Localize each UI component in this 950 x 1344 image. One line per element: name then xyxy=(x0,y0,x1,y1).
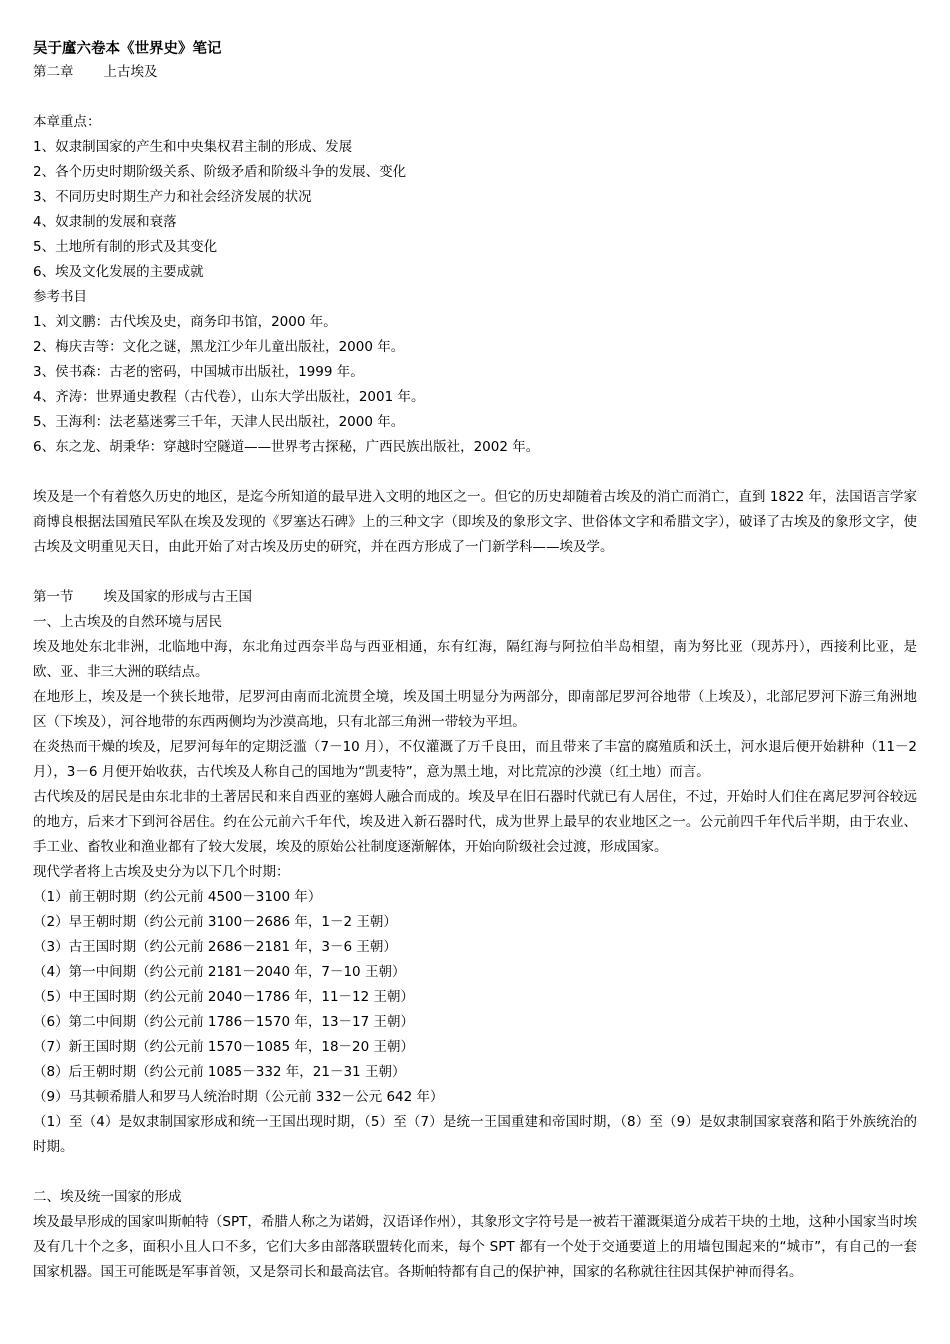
reference-item: 6、东之龙、胡秉华：穿越时空隧道——世界考古探秘，广西民族出版社，2002 年。 xyxy=(33,439,540,455)
reference-item: 2、梅庆吉等：文化之谜，黑龙江少年儿童出版社，2000 年。 xyxy=(33,339,405,355)
focus-item: 3、不同历史时期生产力和社会经济发展的状况 xyxy=(33,189,312,205)
period-item: （1）前王朝时期（约公元前 4500－3100 年） xyxy=(33,889,322,905)
body-paragraph: 埃及地处东北非洲，北临地中海，东北角过西奈半岛与西亚相通，东有红海，隔红海与阿拉伯半岛相望，南为努比亚（现苏丹），西接利比亚，是欧、亚、非三大洲的联结点。 xyxy=(33,639,917,680)
period-item: （7）新王国时期（约公元前 1570－1085 年，18－20 王朝） xyxy=(33,1039,415,1055)
document-title: 吴于廑六卷本《世界史》笔记 xyxy=(33,41,222,57)
focus-item: 5、土地所有制的形式及其变化 xyxy=(33,239,218,255)
chapter-number: 第二章 xyxy=(33,64,74,80)
chapter-name: 上古埃及 xyxy=(103,64,158,80)
section-number: 第一节 xyxy=(33,589,74,605)
reference-item: 5、王海利：法老墓迷雾三千年，天津人民出版社，2000 年。 xyxy=(33,414,405,430)
section-name: 埃及国家的形成与古王国 xyxy=(103,589,252,605)
period-item: （9）马其顿希腊人和罗马人统治时期（公元前 332－公元 642 年） xyxy=(33,1089,444,1105)
period-item: （6）第二中间期（约公元前 1786－1570 年，13－17 王朝） xyxy=(33,1014,415,1030)
subsection-heading: 二、埃及统一国家的形成 xyxy=(33,1189,182,1205)
period-item: （5）中王国时期（约公元前 2040－1786 年，11－12 王朝） xyxy=(33,989,415,1005)
body-paragraph: 埃及最早形成的国家叫斯帕特（SPT，希腊人称之为诺姆，汉语译作州），其象形文字符号是一被若干灌溉渠道分成若干块的土地，这种小国家当时埃及有几十个之多，面积小且人口不多，它们大多由部落联盟转化而来，每个 SPT 都有一个处于交通要道上的用墙包围起来的“城市”，有自己的一套国家机器。国王可能既是军事首领，又是祭司长和最高法官。各斯帕特都有自己的保护神，国家的名称就往往因其保护神而得名。 xyxy=(33,1214,917,1280)
focus-heading: 本章重点： xyxy=(33,114,101,130)
period-item: （8）后王朝时期（约公元前 1085－332 年，21－31 王朝） xyxy=(33,1064,406,1080)
reference-item: 1、刘文鹏：古代埃及史，商务印书馆，2000 年。 xyxy=(33,314,337,330)
reference-item: 4、齐涛：世界通史教程（古代卷），山东大学出版社，2001 年。 xyxy=(33,389,425,405)
body-paragraph: 在地形上，埃及是一个狭长地带，尼罗河由南而北流贯全境，埃及国土明显分为两部分，即南部尼罗河谷地带（上埃及），北部尼罗河下游三角洲地区（下埃及），河谷地带的东西两侧均为沙漠高地，只有北部三角洲一带较为平坦。 xyxy=(33,689,917,730)
period-item: （2）早王朝时期（约公元前 3100－2686 年，1－2 王朝） xyxy=(33,914,397,930)
focus-item: 2、各个历史时期阶级关系、阶级矛盾和阶级斗争的发展、变化 xyxy=(33,164,407,180)
period-item: （3）古王国时期（约公元前 2686－2181 年，3－6 王朝） xyxy=(33,939,397,955)
subsection-heading: 一、上古埃及的自然环境与居民 xyxy=(33,614,222,630)
periods-summary: （1）至（4）是奴隶制国家形成和统一王国出现时期，（5）至（7）是统一王国重建和帝国时期，（8）至（9）是奴隶制国家衰落和陷于外族统治的时期。 xyxy=(33,1114,917,1155)
focus-item: 4、奴隶制的发展和衰落 xyxy=(33,214,177,230)
chapter-heading xyxy=(33,60,917,85)
body-paragraph: 在炎热而干燥的埃及，尼罗河每年的定期泛滥（7－10 月），不仅灌溉了万千良田，而且带来了丰富的腐殖质和沃土，河水退后便开始耕种（11－2 月），3－6 月便开始收获，古代埃及人称自己的国地为“凯麦特”，意为黑土地，对比荒凉的沙漠（红土地）而言。 xyxy=(33,739,917,780)
references-heading: 参考书目 xyxy=(33,289,87,305)
section-heading xyxy=(33,585,917,610)
reference-item: 3、侯书森：古老的密码，中国城市出版社，1999 年。 xyxy=(33,364,364,380)
focus-item: 6、埃及文化发展的主要成就 xyxy=(33,264,204,280)
period-item: （4）第一中间期（约公元前 2181－2040 年，7－10 王朝） xyxy=(33,964,406,980)
focus-item: 1、奴隶制国家的产生和中央集权君主制的形成、发展 xyxy=(33,139,353,155)
periods-intro: 现代学者将上古埃及史分为以下几个时期： xyxy=(33,864,290,880)
intro-paragraph: 埃及是一个有着悠久历史的地区，是迄今所知道的最早进入文明的地区之一。但它的历史却随着古埃及的消亡而消亡，直到 1822 年，法国语言学家商博良根据法国殖民军队在埃及发现的《罗塞达石碑》上的三种文字（即埃及的象形文字、世俗体文字和希腊文字），破译了古埃及的象形文字，使古埃及文明重见天日，由此开始了对古埃及历史的研究，并在西方形成了一门新学科——埃及学。 xyxy=(33,489,917,555)
body-paragraph: 古代埃及的居民是由东北非的土著居民和来自西亚的塞姆人融合而成的。埃及早在旧石器时代就已有人居住，不过，开始时人们住在离尼罗河谷较远的地方，后来才下到河谷居住。约在公元前六千年代，埃及进入新石器时代，成为世界上最早的农业地区之一。公元前四千年代后半期，由于农业、手工业、畜牧业和渔业都有了较大发展，埃及的原始公社制度逐渐解体，开始向阶级社会过渡，形成国家。 xyxy=(33,789,917,855)
